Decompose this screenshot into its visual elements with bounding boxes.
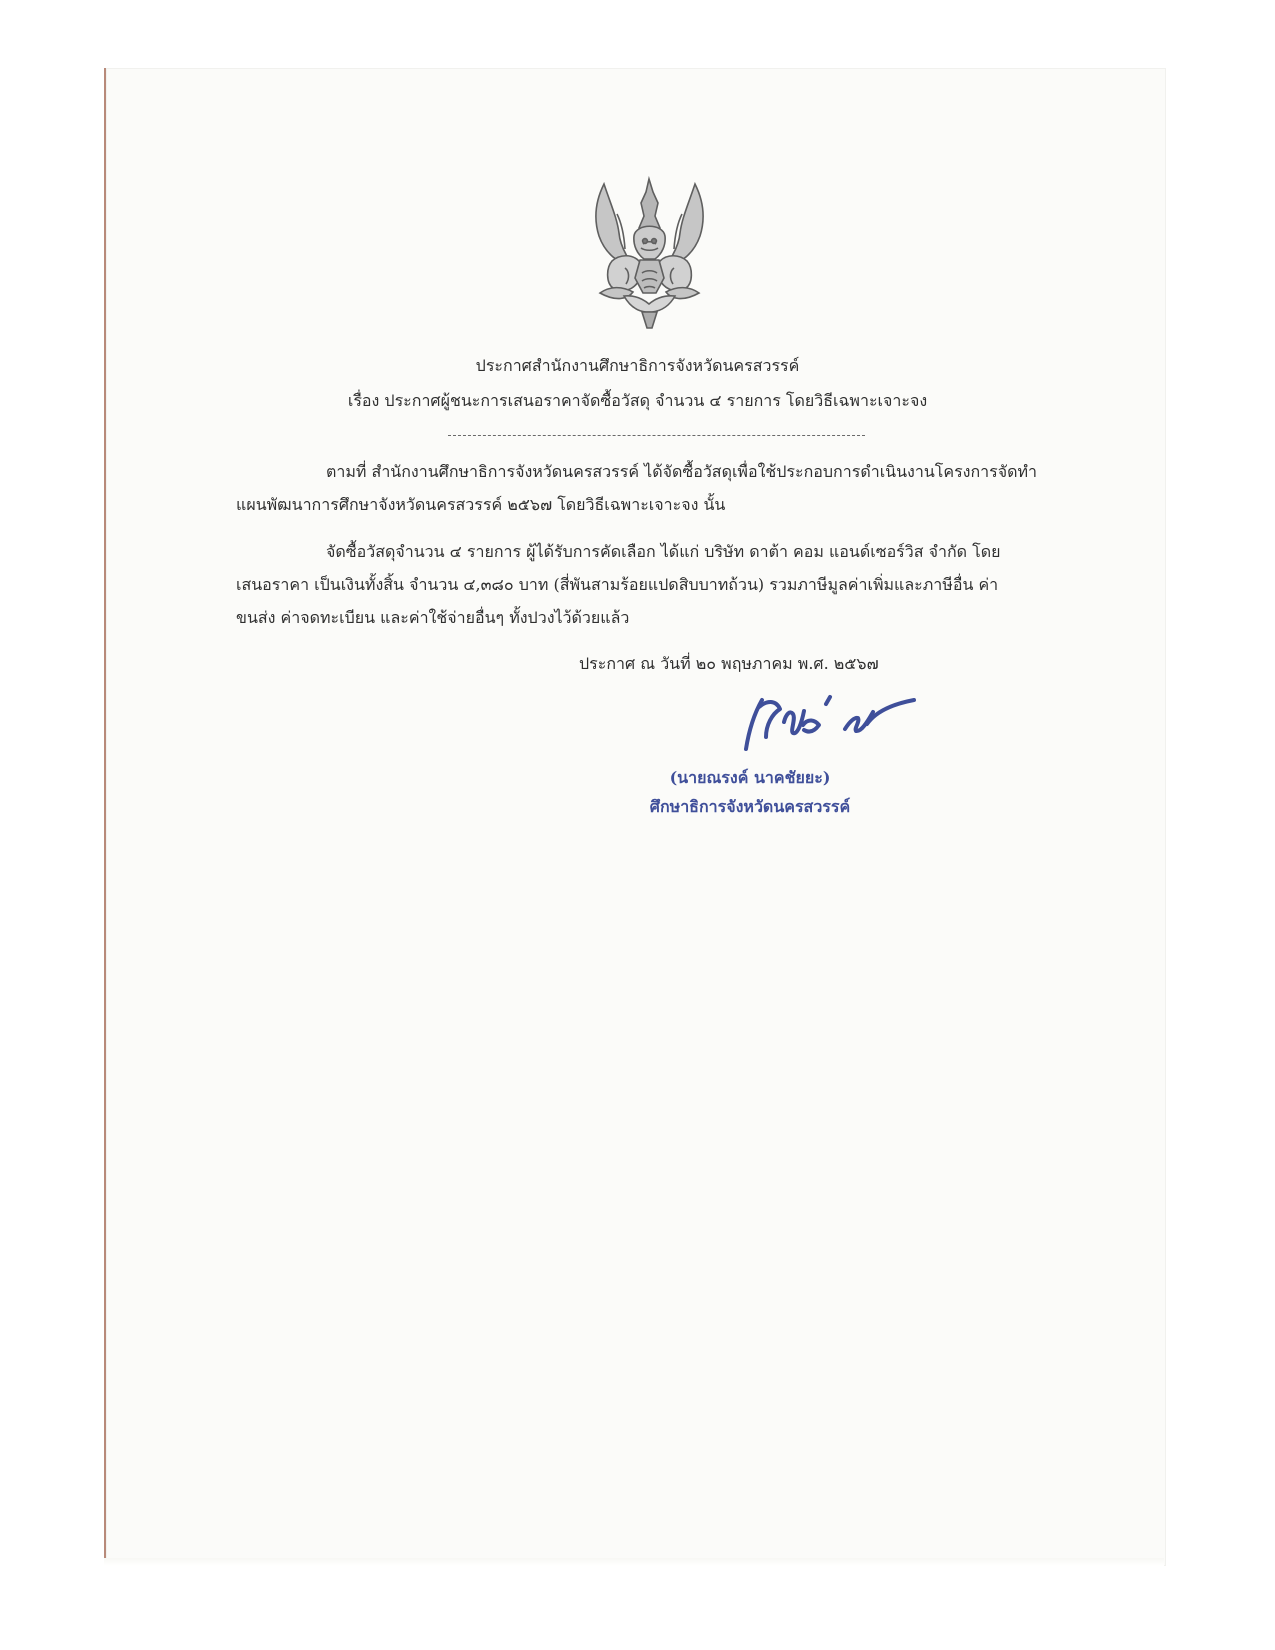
signer-name: (นายณรงค์ นาคชัยยะ) (669, 768, 831, 787)
paragraph-1-line-2: แผนพัฒนาการศึกษาจังหวัดนครสวรรค์ ๒๕๖๗ โดยวิธีเฉพาะเจาะจง นั้น (236, 495, 726, 514)
garuda-emblem-icon (582, 172, 717, 337)
paragraph-2-line-2: เสนอราคา เป็นเงินทั้งสิ้น จำนวน ๔,๓๘๐ บาท (สี่พันสามร้อยแปดสิบบาทถ้วน) รวมภาษีมูลค่าเพิ่มและภาษีอื่น ค่า (236, 575, 999, 594)
announcement-subject: เรื่อง ประกาศผู้ชนะการเสนอราคาจัดซื้อวัสดุ จำนวน ๔ รายการ โดยวิธีเฉพาะเจาะจง (347, 391, 928, 410)
paragraph-2-line-1: จัดซื้อวัสดุจำนวน ๔ รายการ ผู้ได้รับการคัดเลือก ได้แก่ บริษัท ดาต้า คอม แอนด์เซอร์วิส จำกัด โดย (326, 542, 1001, 561)
paragraph-2-line-3: ขนส่ง ค่าจดทะเบียน และค่าใช้จ่ายอื่นๆ ทั้งปวงไว้ด้วยแล้ว (236, 608, 630, 627)
signer-position: ศึกษาธิการจังหวัดนครสวรรค์ (649, 797, 851, 816)
announcement-date: ประกาศ ณ วันที่ ๒๐ พฤษภาคม พ.ศ. ๒๕๖๗ (579, 654, 879, 673)
paragraph-1-line-1: ตามที่ สำนักงานศึกษาธิการจังหวัดนครสวรรค์ ได้จัดซื้อวัสดุเพื่อใช้ประกอบการดำเนินงานโครงการจัดทำ (326, 462, 1038, 481)
page-shadow (104, 1558, 1164, 1566)
announcement-title: ประกาศสำนักงานศึกษาธิการจังหวัดนครสวรรค์ (475, 356, 800, 375)
header-divider (448, 435, 865, 436)
handwritten-signature-icon (742, 692, 917, 754)
